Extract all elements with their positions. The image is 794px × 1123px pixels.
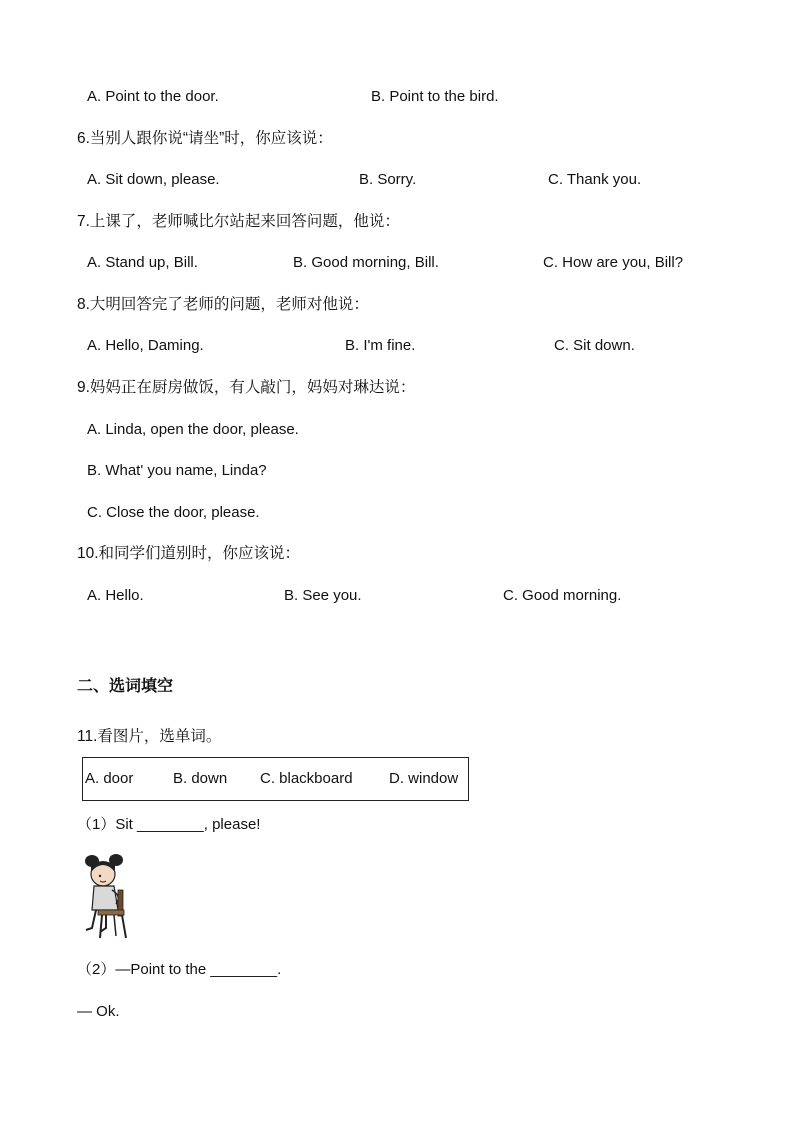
word-bank-option-a: A. door	[85, 770, 134, 787]
question-10-stem: 10.和同学们道别时，你应该说：	[77, 545, 301, 562]
prev-option-a: A. Point to the door.	[87, 88, 219, 105]
question-10-option-b: B. See you.	[284, 587, 362, 604]
question-7-option-c: C. How are you, Bill?	[543, 254, 684, 271]
question-11-sentence-2: （2）—Point to the ________.	[77, 961, 282, 978]
word-bank-option-b: B. down	[173, 770, 228, 787]
word-bank-box	[82, 757, 469, 801]
question-6-option-b: B. Sorry.	[359, 171, 417, 188]
question-10-option-a: A. Hello.	[87, 587, 144, 604]
question-6-option-a: A. Sit down, please.	[87, 171, 220, 188]
question-8-stem: 8.大明回答完了老师的问题，老师对他说：	[77, 296, 369, 313]
question-8-option-c: C. Sit down.	[554, 337, 635, 354]
prev-option-b: B. Point to the bird.	[371, 88, 499, 105]
question-7-option-a: A. Stand up, Bill.	[87, 254, 198, 271]
question-9-stem: 9.妈妈正在厨房做饭，有人敲门，妈妈对琳达说：	[77, 379, 416, 396]
section-2-heading: 二、选词填空	[77, 678, 174, 695]
question-11-reply: — Ok.	[77, 1003, 120, 1020]
question-9-option-b: B. What' you name, Linda?	[87, 462, 267, 479]
question-7-option-b: B. Good morning, Bill.	[293, 254, 439, 271]
question-11-stem: 11.看图片，选单词。	[77, 728, 222, 745]
question-9-option-a: A. Linda, open the door, please.	[87, 421, 299, 438]
question-6-stem: 6.当别人跟你说“请坐”时，你应该说：	[77, 130, 333, 147]
question-8-option-b: B. I'm fine.	[345, 337, 416, 354]
girl-sitting-illustration	[76, 852, 142, 940]
question-11-sentence-1: （1）Sit ________, please!	[77, 816, 261, 833]
question-7-stem: 7.上课了，老师喊比尔站起来回答问题，他说：	[77, 213, 400, 230]
question-8-option-a: A. Hello, Daming.	[87, 337, 204, 354]
word-bank-option-d: D. window	[389, 770, 459, 787]
word-bank-option-c: C. blackboard	[260, 770, 353, 787]
question-9-option-c: C. Close the door, please.	[87, 504, 260, 521]
question-6-option-c: C. Thank you.	[548, 171, 642, 188]
question-10-option-c: C. Good morning.	[503, 587, 622, 604]
